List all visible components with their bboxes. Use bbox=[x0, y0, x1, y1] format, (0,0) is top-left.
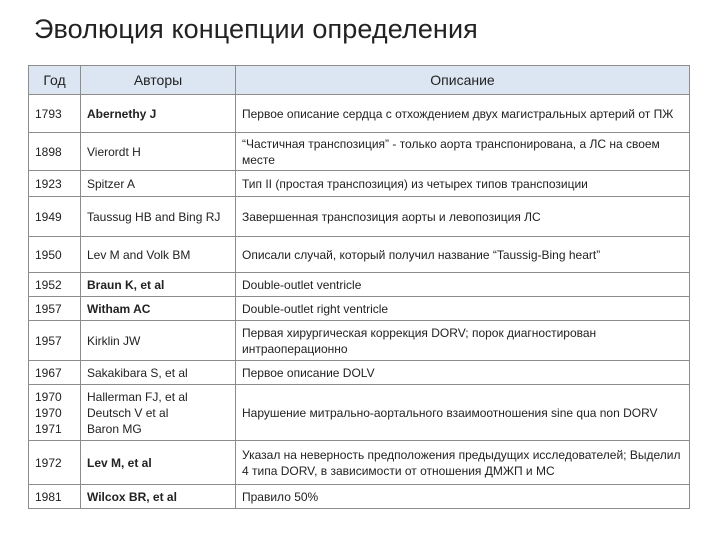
table-row bbox=[29, 485, 690, 509]
year-cell: 1923 bbox=[29, 171, 81, 197]
column-header-authors: Авторы bbox=[81, 66, 236, 95]
authors-cell: Abernethy J bbox=[81, 95, 236, 133]
description-cell: Указал на неверность предположения предыдущих исследователей; Выделил 4 типа DORV, в зависимости от отношения ДМЖП и МС bbox=[236, 441, 690, 485]
year-cell: 1952 bbox=[29, 273, 81, 297]
description-cell: Первое описание сердца с отхождением двух магистральных артерий от ПЖ bbox=[236, 95, 690, 133]
year-cell: 1793 bbox=[29, 95, 81, 133]
year-cell: 1957 bbox=[29, 321, 81, 361]
table-row bbox=[29, 441, 690, 485]
description-cell: “Частичная транспозиция” - только аорта транспонирована, а ЛС на своем месте bbox=[236, 133, 690, 171]
column-header-description: Описание bbox=[236, 66, 690, 95]
year-cell: 1972 bbox=[29, 441, 81, 485]
authors-cell: Sakakibara S, et al bbox=[81, 361, 236, 385]
page-title: Эволюция концепции определения bbox=[34, 14, 478, 44]
description-cell: Нарушение митрально-аортального взаимоотношения sine qua non DORV bbox=[236, 385, 690, 441]
table-row bbox=[29, 361, 690, 385]
table-row bbox=[29, 385, 690, 441]
year-cell: 1957 bbox=[29, 297, 81, 321]
table-row bbox=[29, 237, 690, 273]
year-cell: 1970 1970 1971 bbox=[29, 385, 81, 441]
authors-cell: Spitzer A bbox=[81, 171, 236, 197]
table-row bbox=[29, 297, 690, 321]
authors-cell: Lev M and Volk BM bbox=[81, 237, 236, 273]
description-cell: Double-outlet ventricle bbox=[236, 273, 690, 297]
table-row bbox=[29, 95, 690, 133]
table-row bbox=[29, 273, 690, 297]
table-header-row bbox=[29, 66, 690, 95]
table-row bbox=[29, 171, 690, 197]
description-cell: Первое описание DOLV bbox=[236, 361, 690, 385]
authors-cell: Hallerman FJ, et al Deutsch V et al Baron MG bbox=[81, 385, 236, 441]
description-cell: Завершенная транспозиция аорты и левопозиция ЛС bbox=[236, 197, 690, 237]
description-cell: Правило 50% bbox=[236, 485, 690, 509]
year-cell: 1898 bbox=[29, 133, 81, 171]
authors-cell: Taussug HB and Bing RJ bbox=[81, 197, 236, 237]
year-cell: 1949 bbox=[29, 197, 81, 237]
authors-cell: Braun K, et al bbox=[81, 273, 236, 297]
table-row bbox=[29, 197, 690, 237]
authors-cell: Vierordt H bbox=[81, 133, 236, 171]
authors-cell: Lev M, et al bbox=[81, 441, 236, 485]
table-row bbox=[29, 133, 690, 171]
table-row bbox=[29, 321, 690, 361]
description-cell: Описали случай, который получил название “Taussig-Bing heart” bbox=[236, 237, 690, 273]
authors-cell: Kirklin JW bbox=[81, 321, 236, 361]
column-header-year: Год bbox=[29, 66, 81, 95]
description-cell: Первая хирургическая коррекция DORV; порок диагностирован интраоперационно bbox=[236, 321, 690, 361]
description-cell: Тип II (простая транспозиция) из четырех типов транспозиции bbox=[236, 171, 690, 197]
evolution-table bbox=[28, 65, 690, 509]
year-cell: 1967 bbox=[29, 361, 81, 385]
year-cell: 1981 bbox=[29, 485, 81, 509]
description-cell: Double-outlet right ventricle bbox=[236, 297, 690, 321]
authors-cell: Witham AC bbox=[81, 297, 236, 321]
authors-cell: Wilcox BR, et al bbox=[81, 485, 236, 509]
year-cell: 1950 bbox=[29, 237, 81, 273]
